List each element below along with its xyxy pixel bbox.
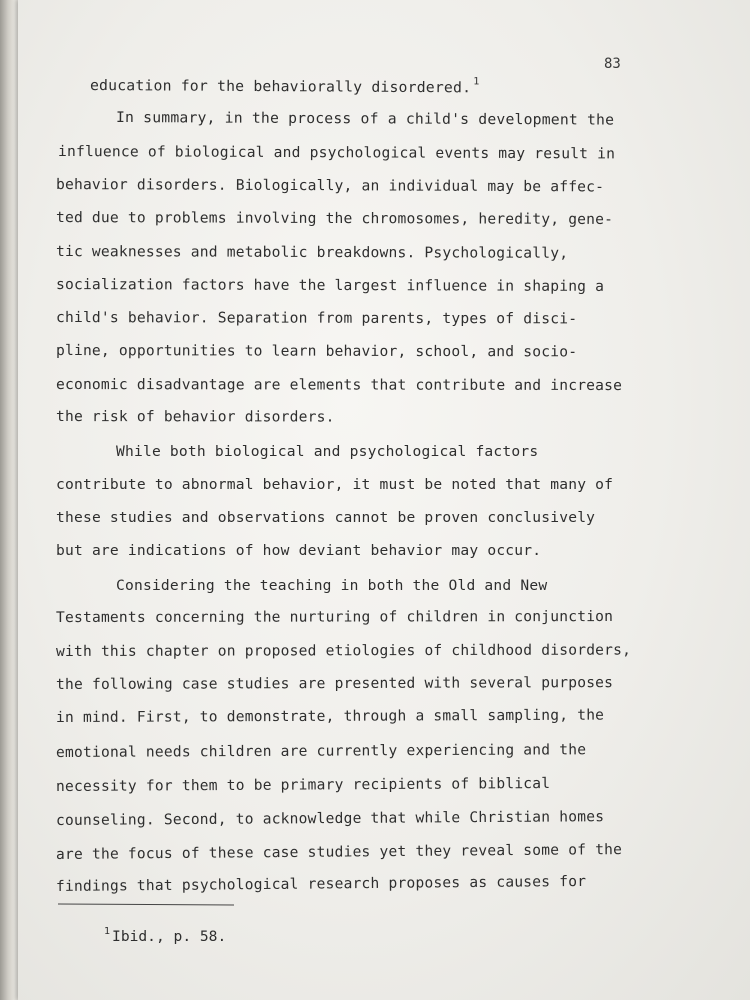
text-line-13: contribute to abnormal behavior, it must be noted that many of: [56, 476, 614, 493]
text-line-7: socialization factors have the largest influence in shaping a: [55, 276, 605, 295]
text-line-2: In summary, in the process of a child's development the: [115, 109, 615, 129]
text-line-15: but are indications of how deviant behavior may occur.: [56, 542, 542, 559]
text-line-23: counseling. Second, to acknowledge that while Christian homes: [55, 808, 605, 829]
text-line-10: economic disadvantage are elements that contribute and increase: [55, 376, 623, 394]
text-line-24: are the focus of these case studies yet they reveal some of the: [55, 841, 623, 863]
text-line-1: education for the behaviorally disordered. $^1$: [89, 76, 480, 97]
text-line-19: the following case studies are presented with several purposes: [55, 674, 614, 693]
text-line-8: child's behavior. Separation from parents, types of disci-: [55, 309, 578, 328]
footnote: [104, 928, 226, 945]
footnote-reference: 1: [473, 76, 480, 88]
text-line-5: ted due to problems involving the chromosomes, heredity, gene-: [55, 209, 614, 228]
text-line-6: tic weaknesses and metabolic breakdowns. Psychologically,: [55, 243, 569, 262]
text-line-14: these studies and observations cannot be proven conclusively: [56, 509, 596, 526]
text-line-20: in mind. First, to demonstrate, through a small sampling, the: [55, 706, 605, 726]
text-line-25: findings that psychological research proposes as causes for: [55, 872, 587, 895]
text-line-22: necessity for them to be primary recipients of biblical: [55, 774, 551, 795]
text-line-18: with this chapter on proposed etiologies of childhood disorders,: [55, 641, 632, 660]
text-line-12: While both biological and psychological factors: [116, 443, 539, 460]
footnote-mark: 1: [104, 926, 111, 937]
text-line-9: pline, opportunities to learn behavior, school, and socio-: [55, 342, 578, 361]
page-number: 83: [604, 56, 621, 72]
book-page: [18, 0, 750, 1000]
text-line-11: the risk of behavior disorders.: [55, 408, 335, 426]
footnote-text: Ibid., p. 58.: [112, 928, 227, 945]
text-line-17: Testaments concerning the nurturing of children in conjunction: [55, 608, 614, 626]
text-line-21: emotional needs children are currently experiencing and the: [55, 741, 587, 761]
text-line-4: behavior disorders. Biologically, an individual may be affec-: [55, 176, 605, 196]
footnote-divider: [58, 904, 234, 906]
text-line-3: influence of biological and psychological events may result in: [57, 143, 616, 163]
text-line-16: Considering the teaching in both the Old and New: [116, 577, 548, 594]
